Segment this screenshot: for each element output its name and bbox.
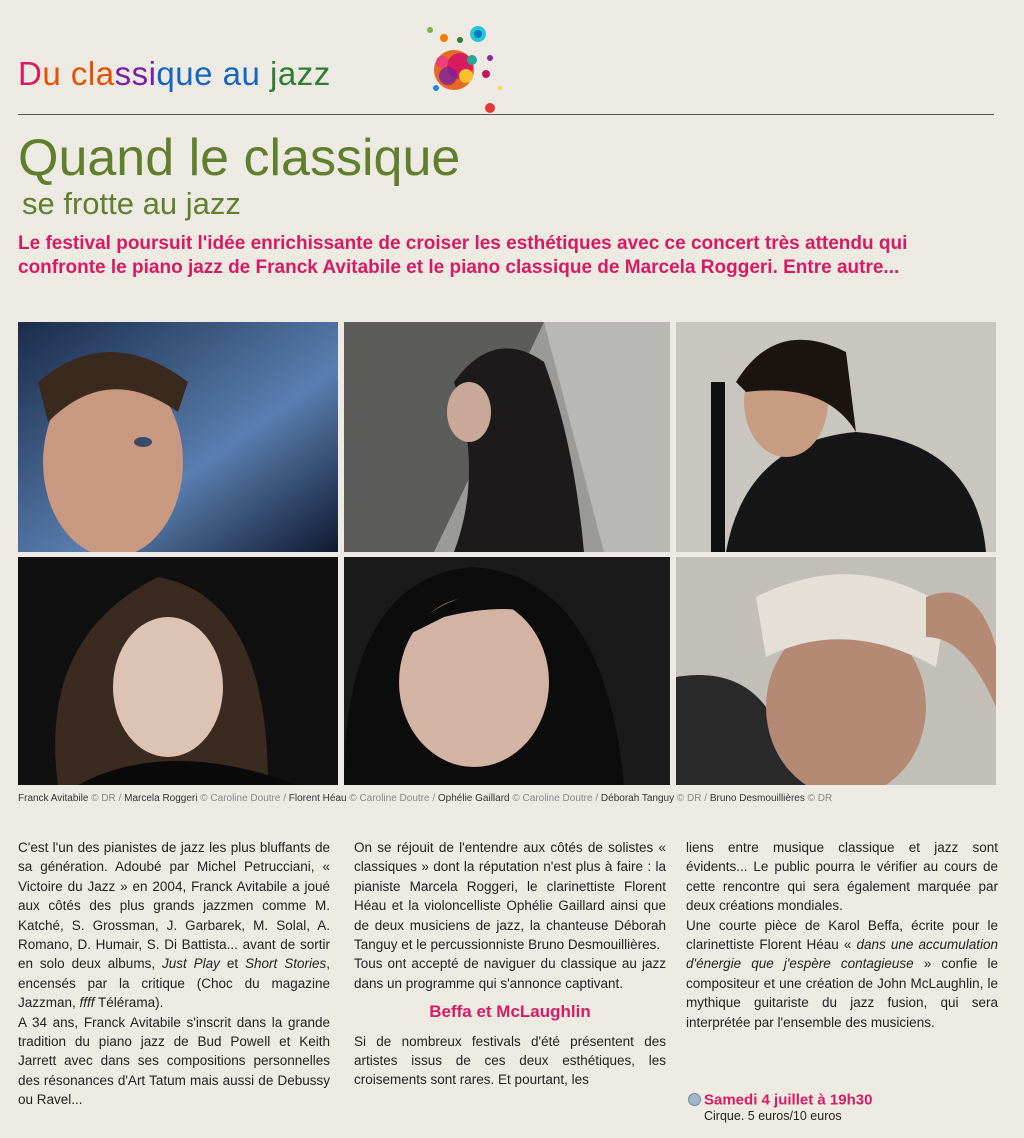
kicker-part: que au: [156, 55, 271, 92]
paragraph: A 34 ans, Franck Avitabile s'inscrit dans la grande tradition du piano jazz de Bud Powell et Keith Jarrett avec dans ses compositions personnelles des résonances d'Art Tatum mais aussi de Debussy ou Ravel...: [18, 1014, 330, 1108]
album-title: Short Stories: [245, 956, 327, 972]
caption-name: Déborah Tanguy: [600, 793, 675, 804]
album-title: Just Play: [161, 956, 220, 972]
event-date: Samedi 4 juillet à 19h30: [704, 1091, 873, 1109]
article-column-2: [354, 838, 666, 1090]
header-rule: [18, 114, 994, 115]
caption-name: Florent Héau: [288, 793, 347, 804]
caption-credit: © DR /: [674, 793, 710, 804]
photo-franck-avitabile: [18, 322, 338, 552]
text: Télérama).: [94, 995, 164, 1011]
caption-credit: © DR: [804, 793, 833, 804]
caption-credit: © Caroline Doutre /: [197, 793, 289, 804]
paragraph: Tous ont accepté de naviguer du classique au jazz dans un programme qui s'annonce captivant.: [354, 956, 666, 991]
photo-caption: [18, 793, 832, 804]
text: C'est l'un des pianistes de jazz les plus bluffants de sa génération. Adoubé par Michel Petrucciani, « Victoire du Jazz » en 2004, Franck Avitabile a joué aux côtés des plus grands jazzmen comme M. Katché, S. Grossman, J. Garbarek, M. Solal, A. Romano, D. Humair, S. Di Battista... avant de sortir en solo deux albums,: [18, 840, 330, 972]
photo-ophelie-gaillard: [18, 557, 338, 785]
text: , encensés par la critique (Choc du magazine Jazzman,: [18, 956, 330, 1011]
lead-paragraph: Le festival poursuit l'idée enrichissante de croiser les esthétiques avec ce concert très attendu qui confronte le piano jazz de Franck Avitabile et le piano classique de Marcela Roggeri. Entre autre...: [18, 233, 908, 278]
caption-name: Bruno Desmouillières: [709, 793, 805, 804]
kicker-part: u cla: [42, 55, 115, 92]
paragraph: On se réjouit de l'entendre aux côtés de solistes « classiques » dont la réputation n'est plus à faire : la pianiste Marcela Roggeri, le clarinettiste Florent Héau et la violoncelliste Ophélie Gaillard ainsi que de deux musiciens de jazz, la chanteuse Déborah Tanguy et le percussionniste Bruno Desmouillières.: [354, 840, 666, 953]
caption-name: Marcela Roggeri: [124, 793, 198, 804]
event-info: [688, 1091, 872, 1123]
section-kicker: [18, 55, 331, 93]
caption-credit: © Caroline Doutre /: [509, 793, 601, 804]
text: et: [219, 956, 246, 972]
caption-name: Franck Avitabile: [18, 793, 89, 804]
photo-florent-heau: [676, 322, 996, 552]
paragraph: [686, 916, 998, 1032]
caption-credit: © DR /: [88, 793, 125, 804]
kicker-part: jazz: [270, 55, 331, 92]
photo-marcela-roggeri: [344, 322, 670, 552]
section-heading: Beffa et McLaughlin: [429, 1002, 591, 1022]
subheadline: se frotte au jazz: [22, 186, 241, 221]
event-price: Cirque. 5 euros/10 euros: [704, 1109, 842, 1123]
text: Une courte pièce de Karol Beffa, écrite pour le clarinettiste Florent Héau «: [686, 917, 998, 953]
paragraph: liens entre musique classique et jazz sont évidents... Le public pourra le vérifier au cours de cette rencontre qui sera également marquée par deux créations mondiales.: [686, 840, 998, 914]
photo-deborah-tanguy: [344, 557, 670, 785]
quote: dans une accumulation d'énergie que j'espère contagieuse: [686, 937, 998, 972]
text: » confie le compositeur et une création de John McLaughlin, le mythique guitariste du jazz fusion, qui sera interprétée par l'ensemble des musiciens.: [686, 956, 999, 1030]
headline: Quand le classique: [18, 129, 461, 187]
caption-name: Ophélie Gaillard: [437, 793, 510, 804]
kicker-part: ssi: [114, 55, 157, 92]
kicker-part: D: [18, 55, 43, 92]
festival-logo-icon: [412, 18, 522, 118]
article-column-3: [686, 838, 998, 1032]
bullet-icon: [688, 1093, 701, 1106]
caption-credit: © Caroline Doutre /: [346, 793, 438, 804]
article-column-1: [18, 838, 330, 1110]
photo-bruno-desmouillieres: [676, 557, 996, 785]
paragraph: Si de nombreux festivals d'été présentent des artistes issus de ces deux esthétiques, les croisements sont rares. Et pourtant, les: [354, 1033, 666, 1088]
paragraph: [18, 838, 330, 1013]
rating: ffff: [79, 995, 95, 1011]
